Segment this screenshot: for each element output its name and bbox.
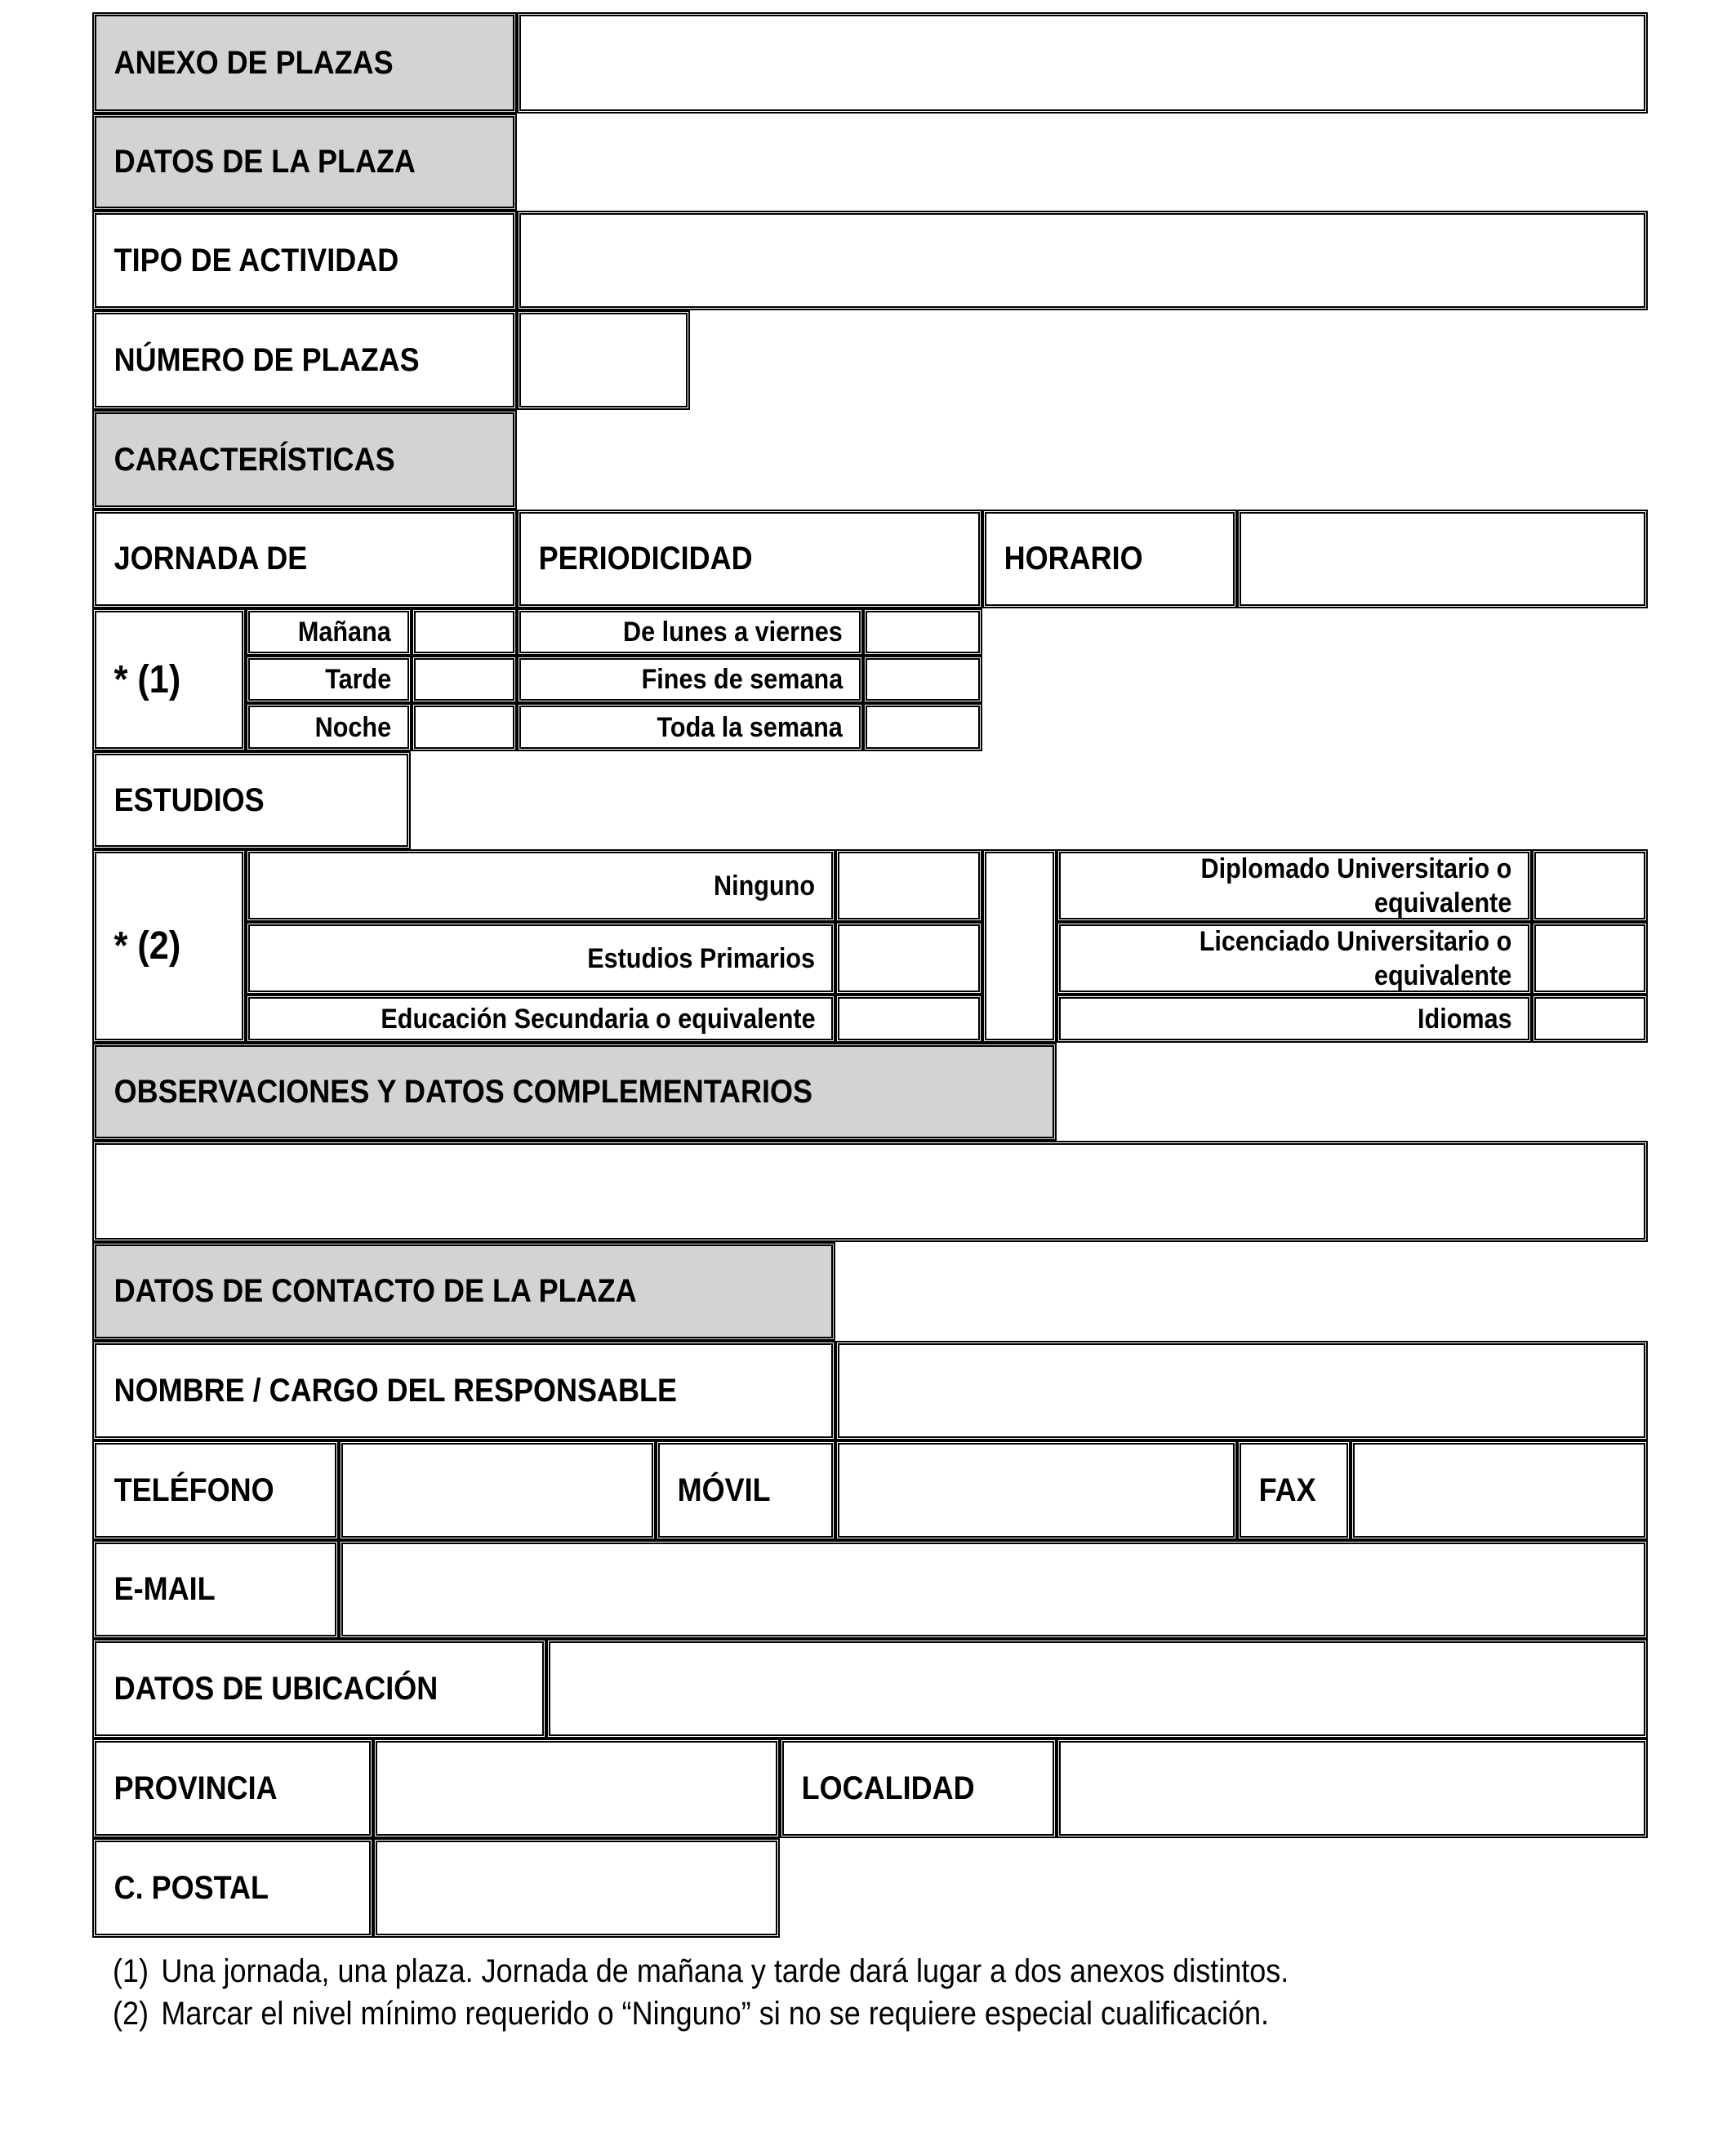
email-label-cell [92, 1540, 339, 1639]
provincia-label: PROVINCIA [114, 1770, 278, 1806]
movil-label: MÓVIL [677, 1471, 771, 1508]
anexo-label-cell [92, 12, 517, 114]
observaciones-label: OBSERVACIONES Y DATOS COMPLEMENTARIOS [114, 1073, 813, 1110]
tipo-actividad-field[interactable] [517, 211, 1648, 310]
anexo-label: ANEXO DE PLAZAS [114, 44, 394, 81]
localidad-label-cell [780, 1739, 1057, 1838]
movil-label-cell [656, 1440, 835, 1540]
estudios-option-idiomas: Idiomas [1057, 995, 1532, 1043]
cpostal-label: C. POSTAL [114, 1869, 269, 1906]
periodicidad-option-toda-semana: Toda la semana [517, 703, 863, 751]
responsable-label: NOMBRE / CARGO DEL RESPONSABLE [114, 1372, 678, 1409]
anexo-field[interactable] [517, 12, 1648, 114]
localidad-label: LOCALIDAD [801, 1770, 975, 1806]
periodicidad-checkbox-toda-semana[interactable] [863, 703, 982, 751]
ubicacion-label: DATOS DE UBICACIÓN [114, 1670, 438, 1707]
caracteristicas-label: CARACTERÍSTICAS [114, 441, 395, 478]
observaciones-field[interactable] [92, 1141, 1648, 1242]
email-field[interactable] [339, 1540, 1648, 1639]
numero-plazas-label-cell [92, 310, 517, 410]
jornada-option-tarde: Tarde [246, 656, 412, 703]
estudios-option-secundaria: Educación Secundaria o equivalente [246, 995, 835, 1043]
ubicacion-field[interactable] [546, 1639, 1648, 1739]
fax-label: FAX [1258, 1471, 1316, 1508]
estudios-checkbox-primarios[interactable] [835, 922, 982, 995]
telefono-field[interactable] [339, 1440, 656, 1540]
periodicidad-label-cell [517, 510, 982, 608]
telefono-label: TELÉFONO [114, 1471, 274, 1508]
responsable-field[interactable] [835, 1341, 1648, 1440]
footnote-2: (2) Marcar el nivel mínimo requerido o “Ninguno” si no se requiere especial cualificación. [113, 1996, 1270, 2032]
ref1-label: * (1) [114, 658, 181, 701]
periodicidad-checkbox-lunes-viernes[interactable] [863, 608, 982, 656]
estudios-checkbox-secundaria[interactable] [835, 995, 982, 1043]
cpostal-field[interactable] [373, 1838, 780, 1938]
localidad-field[interactable] [1057, 1739, 1648, 1838]
horario-label: HORARIO [1004, 541, 1143, 577]
periodicidad-label: PERIODICIDAD [538, 541, 753, 577]
telefono-label-cell [92, 1440, 339, 1540]
periodicidad-option-lunes-viernes: De lunes a viernes [517, 608, 863, 656]
cpostal-label-cell [92, 1838, 373, 1938]
ubicacion-label-cell [92, 1639, 546, 1739]
horario-field[interactable] [1237, 510, 1648, 608]
provincia-field[interactable] [373, 1739, 780, 1838]
ref1-cell [92, 608, 246, 751]
horario-label-cell [982, 510, 1237, 608]
fax-field[interactable] [1351, 1440, 1648, 1540]
jornada-checkbox-manana[interactable] [412, 608, 517, 656]
jornada-option-noche: Noche [246, 703, 412, 751]
estudios-spacer [982, 849, 1057, 1043]
movil-field[interactable] [835, 1440, 1237, 1540]
responsable-label-cell [92, 1341, 835, 1440]
contacto-label: DATOS DE CONTACTO DE LA PLAZA [114, 1273, 637, 1309]
ref2-cell [92, 849, 246, 1043]
provincia-label-cell [92, 1739, 373, 1838]
ref2-label: * (2) [114, 924, 181, 968]
footnotes [113, 1950, 1289, 2035]
estudios-checkbox-ninguno[interactable] [835, 849, 982, 922]
estudios-checkbox-diplomado[interactable] [1532, 849, 1648, 922]
email-label: E-MAIL [114, 1571, 216, 1607]
tipo-actividad-label-cell [92, 211, 517, 310]
jornada-checkbox-tarde[interactable] [412, 656, 517, 703]
estudios-option-ninguno: Ninguno [246, 849, 835, 922]
fax-label-cell [1237, 1440, 1351, 1540]
estudios-label-cell [92, 751, 411, 849]
estudios-checkbox-idiomas[interactable] [1532, 995, 1648, 1043]
jornada-label: JORNADA DE [114, 541, 308, 577]
estudios-option-diplomado: Diplomado Universitario o equivalente [1057, 849, 1532, 922]
estudios-label: ESTUDIOS [114, 781, 265, 818]
estudios-option-licenciado: Licenciado Universitario o equivalente [1057, 922, 1532, 995]
datos-plaza-label-cell [92, 114, 517, 211]
numero-plazas-field[interactable] [517, 310, 690, 410]
numero-plazas-label: NÚMERO DE PLAZAS [114, 341, 420, 378]
estudios-checkbox-licenciado[interactable] [1532, 922, 1648, 995]
jornada-checkbox-noche[interactable] [412, 703, 517, 751]
datos-plaza-label: DATOS DE LA PLAZA [114, 144, 416, 180]
periodicidad-checkbox-fines-semana[interactable] [863, 656, 982, 703]
caracteristicas-label-cell [92, 410, 517, 510]
observaciones-label-cell [92, 1043, 1057, 1141]
contacto-label-cell [92, 1242, 835, 1341]
jornada-label-cell [92, 510, 517, 608]
footnote-1: (1) Una jornada, una plaza. Jornada de mañana y tarde dará lugar a dos anexos distintos. [113, 1953, 1289, 1989]
jornada-option-manana: Mañana [246, 608, 412, 656]
periodicidad-option-fines-semana: Fines de semana [517, 656, 863, 703]
estudios-option-primarios: Estudios Primarios [246, 922, 835, 995]
tipo-actividad-label: TIPO DE ACTIVIDAD [114, 242, 399, 278]
